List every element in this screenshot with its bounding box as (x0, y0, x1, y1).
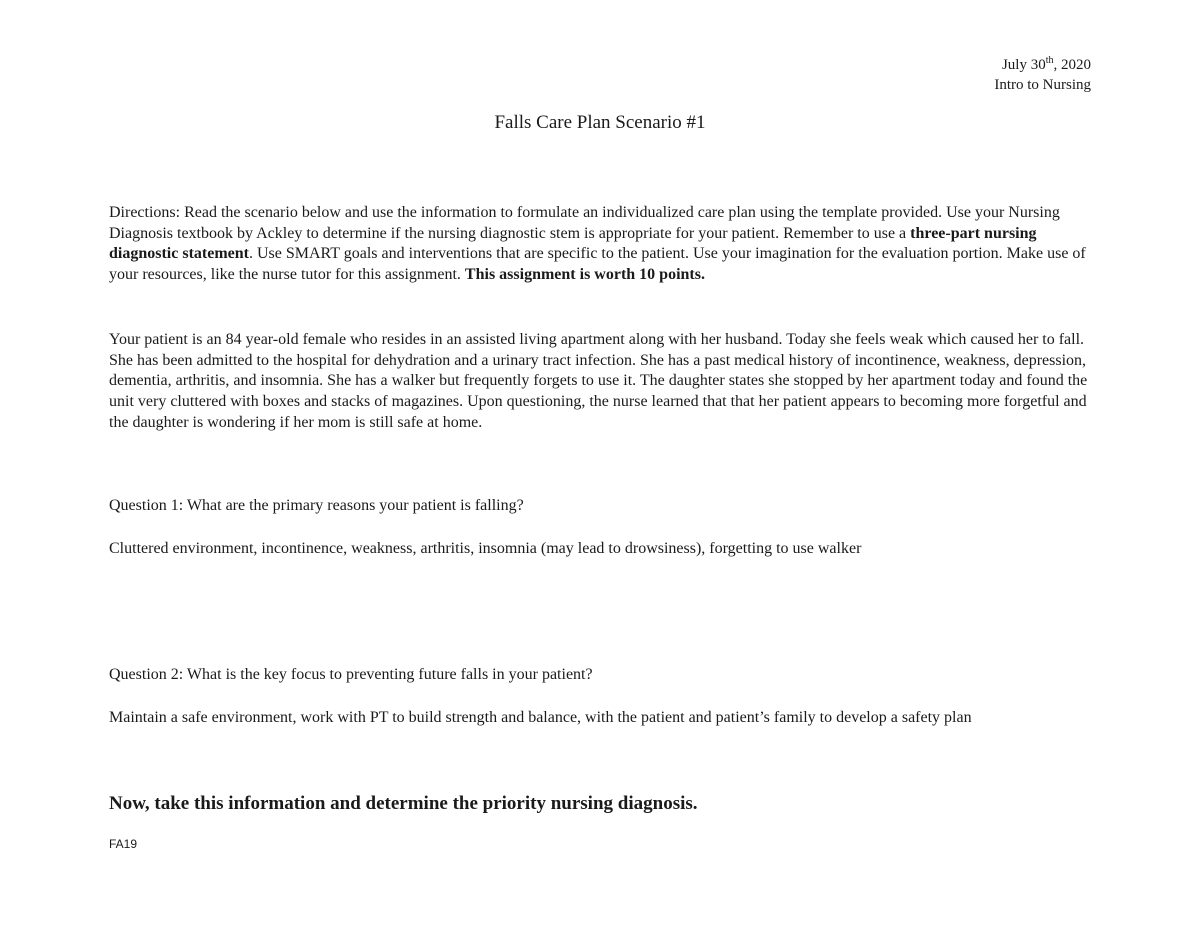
answer-1: Cluttered environment, incontinence, weakness, arthritis, insomnia (may lead to drowsiness), forgetting to use walker (109, 540, 862, 557)
course-name: Intro to Nursing (994, 77, 1091, 93)
footer-code: FA19 (109, 837, 138, 851)
date-superscript: th (1045, 55, 1054, 66)
directions-text-1: Directions: Read the scenario below and use the information to formulate an individualized care plan using the template provided. Use your Nursing Diagnosis textbook by Ackley to determine if the nursing diagnostic stem is appropriate for your patient. Remember to use a (109, 204, 1060, 242)
directions-bold-points: This assignment is worth 10 points. (464, 266, 705, 284)
directions-bold-statement: three-part nursing diagnostic statement (109, 224, 1037, 263)
date-suffix: , 2020 (1053, 57, 1091, 73)
question-1: Question 1: What are the primary reasons your patient is falling? (109, 497, 524, 514)
closing-instruction: Now, take this information and determine the priority nursing diagnosis. (109, 793, 698, 814)
answer-2: Maintain a safe environment, work with PT to build strength and balance, with the patient and patient’s family to develop a safety plan (109, 709, 972, 726)
directions-text-2: . Use SMART goals and interventions that are specific to the patient. Use your imagination for the evaluation portion. Make use of your resources, like the nurse tutor for this assignment. (109, 245, 1086, 284)
question-2: Question 2: What is the key focus to preventing future falls in your patient? (109, 666, 593, 683)
document-title: Falls Care Plan Scenario #1 (494, 112, 706, 133)
date-line (994, 55, 1091, 75)
date-prefix: July 30 (1001, 57, 1046, 73)
document-header (994, 55, 1091, 95)
directions-paragraph (109, 203, 1094, 286)
scenario-paragraph: Your patient is an 84 year-old female who resides in an assisted living apartment along with her husband. Today she feels weak which caused her to fall. She has been admitted to the hospital for dehydration and a urinary tract infection. She has a past medical history of incontinence, weakness, depression, dementia, arthritis, and insomnia. She has a walker but frequently forgets to use it. The daughter states she stopped by her apartment today and found the unit very cluttered with boxes and stacks of magazines. Upon questioning, the nurse learned that that her patient appears to becoming more forgetful and the daughter is wondering if her mom is still safe at home. (109, 331, 1088, 431)
